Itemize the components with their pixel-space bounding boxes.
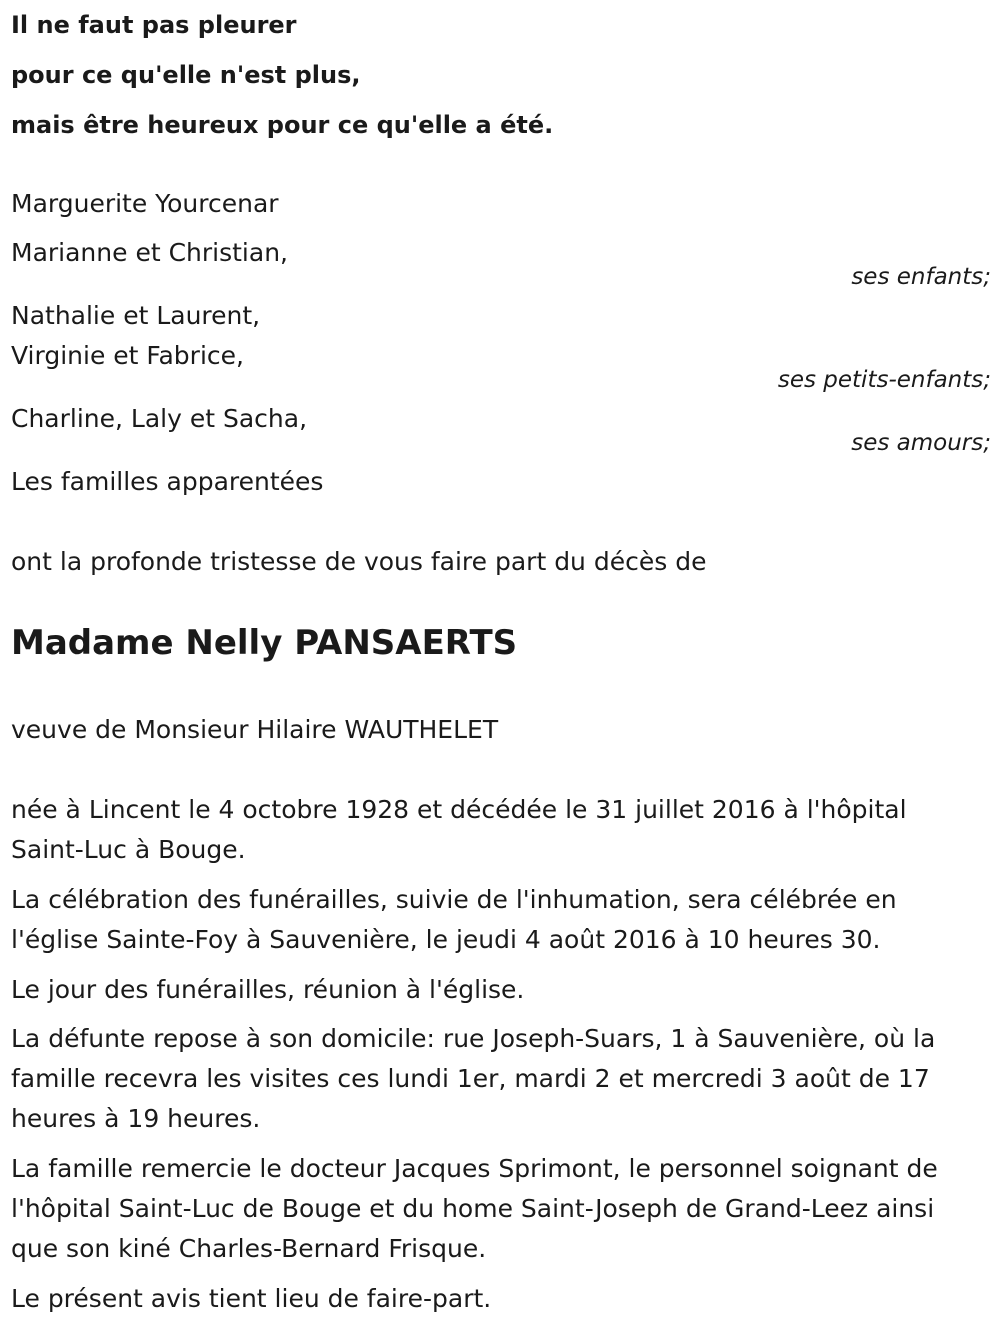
announcement: ont la profonde tristesse de vous faire part du décès de bbox=[11, 547, 707, 576]
quote-line-2: pour ce qu'elle n'est plus, bbox=[11, 61, 361, 89]
loves-role: ses amours; bbox=[851, 430, 991, 456]
visitation-paragraph: La défunte repose à son domicile: rue Joseph-Suars, 1 à Sauvenière, où la famille recevra les visites ces lundi 1er, mardi 2 et mercredi 3 août de 17 heures à 19 heures. bbox=[11, 1024, 936, 1133]
grandchildren-role: ses petits-enfants; bbox=[777, 367, 991, 393]
children-role: ses enfants; bbox=[851, 264, 991, 290]
loves-names: Charline, Laly et Sacha, bbox=[11, 404, 308, 433]
quote-author: Marguerite Yourcenar bbox=[11, 189, 279, 218]
relatives: Les familles apparentées bbox=[11, 467, 324, 496]
widow-of: veuve de Monsieur Hilaire WAUTHELET bbox=[11, 715, 499, 744]
deceased-name: Madame Nelly PANSAERTS bbox=[11, 623, 518, 663]
grandchildren-names-1: Nathalie et Laurent, bbox=[11, 301, 261, 330]
children-names: Marianne et Christian, bbox=[11, 238, 288, 267]
birth-death-paragraph: née à Lincent le 4 octobre 1928 et décédée le 31 juillet 2016 à l'hôpital Saint-Luc à Bouge. bbox=[11, 795, 907, 864]
quote-line-3: mais être heureux pour ce qu'elle a été. bbox=[11, 111, 554, 139]
funeral-paragraph: La célébration des funérailles, suivie de l'inhumation, sera célébrée en l'église Sainte-Foy à Sauvenière, le jeudi 4 août 2016 à 10 heures 30. bbox=[11, 885, 897, 954]
grandchildren-names-2: Virginie et Fabrice, bbox=[11, 341, 244, 370]
thanks-paragraph: La famille remercie le docteur Jacques Sprimont, le personnel soignant de l'hôpital Saint-Luc de Bouge et du home Saint-Joseph de Grand-Leez ainsi que son kiné Charles-Bernard Frisque. bbox=[11, 1154, 938, 1263]
meeting-paragraph: Le jour des funérailles, réunion à l'église. bbox=[11, 975, 525, 1004]
quote-line-1: Il ne faut pas pleurer bbox=[11, 11, 297, 39]
notice-paragraph: Le présent avis tient lieu de faire-part. bbox=[11, 1284, 492, 1313]
